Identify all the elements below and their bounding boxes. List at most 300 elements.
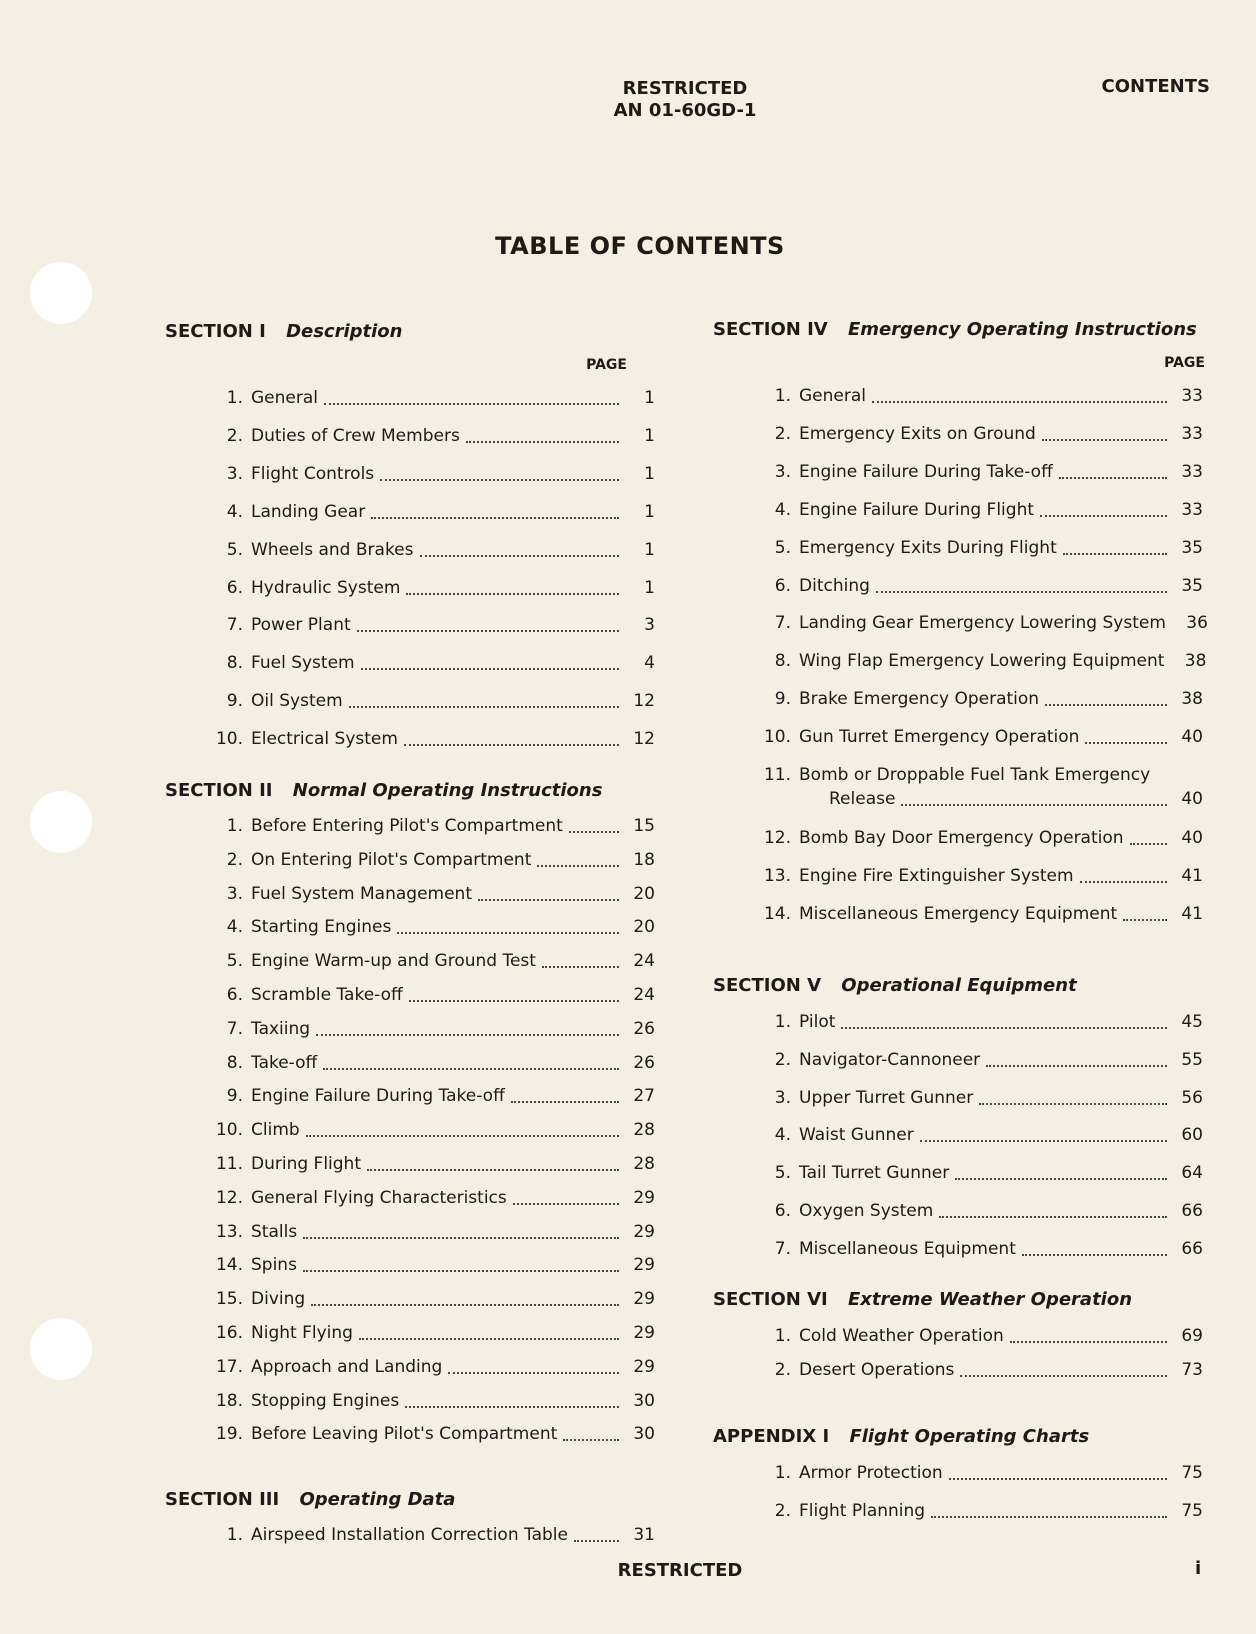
dot-leader	[574, 1528, 619, 1542]
entry-title: Flight Planning	[799, 1501, 926, 1521]
entry-title: Armor Protection	[799, 1463, 943, 1483]
section-title: Operational Equipment	[841, 975, 1077, 996]
entry-number: 13.	[763, 865, 791, 886]
toc-entry	[165, 848, 655, 872]
entry-title: Cold Weather Operation	[799, 1326, 1004, 1346]
toc-entry	[713, 1237, 1203, 1261]
entry-page-number: 29	[633, 1356, 655, 1377]
entry-number: 6.	[774, 1201, 791, 1221]
dot-leader	[1080, 869, 1167, 883]
entry-page-number: 33	[1181, 386, 1203, 406]
dot-leader	[569, 819, 619, 833]
section-title: Emergency Operating Instructions	[848, 319, 1197, 340]
section-number: SECTION V	[713, 975, 822, 996]
entry-title: Fuel System Management	[251, 883, 472, 904]
document-number: AN 01-60GD-1	[613, 100, 757, 121]
toc-entry	[713, 1324, 1203, 1348]
entry-number: 3.	[774, 1087, 791, 1108]
entry-title: Stalls	[251, 1221, 298, 1242]
entry-page-number: 18	[633, 849, 655, 870]
dot-leader	[357, 618, 619, 632]
page-column-header: PAGE	[586, 357, 627, 373]
toc-entry	[713, 864, 1203, 888]
dot-leader	[397, 920, 619, 934]
entry-title: Engine Failure During Flight	[799, 499, 1035, 520]
dot-leader	[1045, 692, 1167, 706]
dot-leader	[841, 1015, 1167, 1029]
entry-number: 14.	[763, 903, 791, 924]
entry-title: Wing Flap Emergency Lowering Equipment	[799, 651, 1165, 672]
entry-title: Hydraulic System	[251, 577, 401, 598]
entry-page-number: 75	[1181, 1501, 1203, 1521]
entry-page-number: 1	[644, 463, 655, 484]
dot-leader	[361, 656, 619, 670]
entry-title: Tail Turret Gunner	[799, 1163, 950, 1184]
entry-number: 4.	[774, 1125, 791, 1146]
dot-leader	[1042, 427, 1167, 441]
toc-entry	[713, 498, 1203, 522]
entry-page-number: 1	[644, 501, 655, 522]
entry-page-number: 1	[644, 577, 655, 598]
entry-page-number: 60	[1181, 1125, 1203, 1146]
entry-page-number: 26	[633, 1052, 655, 1073]
toc-entry	[165, 1118, 655, 1142]
dot-leader	[371, 505, 619, 519]
section-number: SECTION I	[165, 321, 266, 342]
entry-title: Power Plant	[251, 615, 351, 636]
dot-leader	[542, 954, 619, 968]
entry-page-number: 30	[633, 1424, 655, 1445]
entry-number: 8.	[226, 653, 243, 674]
toc-entry	[713, 687, 1203, 711]
toc-entry	[713, 1086, 1203, 1110]
toc-entry	[165, 576, 655, 600]
punch-hole-bottom	[30, 1318, 92, 1380]
entry-page-number: 3	[644, 615, 655, 636]
dot-leader	[876, 579, 1167, 593]
toc-entry	[713, 1048, 1203, 1072]
entry-number: 1.	[226, 816, 243, 836]
dot-leader	[380, 467, 619, 481]
entry-number: 7.	[226, 1018, 243, 1039]
entry-number: 7.	[226, 615, 243, 636]
toc-entry	[165, 500, 655, 524]
toc-entry	[165, 1220, 655, 1244]
dot-leader	[931, 1504, 1167, 1518]
entry-title: Engine Warm-up and Ground Test	[251, 951, 536, 972]
entry-page-number: 28	[633, 1120, 655, 1141]
entry-number: 6.	[226, 577, 243, 598]
toc-entry	[713, 611, 1208, 635]
toc-entry	[165, 915, 655, 939]
dot-leader	[1085, 730, 1167, 744]
entry-title: Starting Engines	[251, 917, 392, 938]
entry-title: Wheels and Brakes	[251, 539, 414, 560]
toc-entry	[165, 538, 655, 562]
toc-entry	[713, 902, 1203, 926]
entry-title: Brake Emergency Operation	[799, 689, 1040, 710]
appendix-heading-i	[713, 1425, 1203, 1449]
entry-title: Engine Fire Extinguisher System	[799, 865, 1074, 886]
section-number: APPENDIX I	[713, 1426, 830, 1447]
entry-page-number: 1	[644, 425, 655, 446]
entry-title: Bomb or Droppable Fuel Tank Emergency	[799, 765, 1151, 785]
entry-title: General	[799, 386, 866, 406]
dot-leader	[478, 887, 619, 901]
entry-page-number: 29	[633, 1255, 655, 1276]
entry-number: 7.	[774, 613, 791, 634]
entry-number: 2.	[774, 1049, 791, 1070]
entry-number: 1.	[226, 388, 243, 408]
entry-number: 19.	[215, 1424, 243, 1445]
entry-page-number: 38	[1181, 689, 1203, 710]
entry-number: 18.	[215, 1390, 243, 1411]
entry-page-number: 41	[1181, 903, 1203, 924]
entry-page-number: 12	[633, 729, 655, 750]
entry-page-number: 29	[633, 1187, 655, 1208]
dot-leader	[316, 1022, 619, 1036]
toc-entry	[165, 689, 655, 713]
entry-page-number: 26	[633, 1018, 655, 1039]
dot-leader	[303, 1258, 619, 1272]
dot-leader	[901, 792, 1167, 806]
toc-entry	[713, 649, 1207, 673]
toc-entry	[713, 574, 1203, 598]
entry-title: Waist Gunner	[799, 1125, 914, 1146]
entry-title: Electrical System	[251, 729, 398, 750]
dot-leader	[306, 1123, 619, 1137]
entry-title: Before Entering Pilot's Compartment	[251, 816, 563, 836]
entry-title: Navigator-Cannoneer	[799, 1049, 981, 1070]
dot-leader	[303, 1225, 619, 1239]
dot-leader	[1063, 541, 1167, 555]
entry-page-number: 29	[633, 1323, 655, 1343]
entry-number: 2.	[774, 1359, 791, 1380]
entry-number: 6.	[774, 575, 791, 596]
section-heading-v	[713, 974, 1203, 998]
toc-entry	[165, 727, 655, 751]
entry-number: 9.	[226, 1086, 243, 1107]
toc-entry	[165, 386, 655, 410]
entry-page-number: 69	[1181, 1326, 1203, 1346]
section-heading-i	[165, 320, 655, 344]
entry-number: 10.	[763, 727, 791, 748]
section-heading-iv	[713, 318, 1203, 342]
entry-number: 3.	[774, 461, 791, 482]
entry-page-number: 35	[1181, 575, 1203, 596]
toc-entry	[713, 1499, 1203, 1523]
entry-number: 15.	[215, 1289, 243, 1310]
entry-number: 13.	[215, 1221, 243, 1242]
section-heading-vi	[713, 1288, 1203, 1312]
entry-number: 2.	[774, 1501, 791, 1521]
entry-number: 9.	[226, 691, 243, 712]
entry-title: Duties of Crew Members	[251, 425, 460, 446]
section-number: SECTION III	[165, 1489, 280, 1510]
dot-leader	[448, 1360, 619, 1374]
entry-title: Taxiing	[251, 1018, 311, 1039]
toc-entry	[165, 613, 655, 637]
section-title: Description	[286, 321, 403, 342]
entry-number: 1.	[226, 1525, 243, 1545]
toc-entry	[165, 1051, 655, 1075]
section-title: Extreme Weather Operation	[848, 1289, 1133, 1310]
entry-number: 7.	[774, 1238, 791, 1259]
dot-leader	[324, 391, 619, 405]
toc-entry	[165, 1523, 655, 1547]
dot-leader	[513, 1191, 619, 1205]
dot-leader	[420, 543, 620, 557]
entry-number: 8.	[226, 1052, 243, 1073]
entry-page-number: 30	[633, 1390, 655, 1411]
entry-page-number: 20	[633, 883, 655, 904]
entry-number: 1.	[774, 1012, 791, 1032]
toc-entry	[165, 949, 655, 973]
entry-title: Climb	[251, 1120, 300, 1141]
dot-leader	[1040, 503, 1167, 517]
entry-title: Emergency Exits on Ground	[799, 423, 1036, 444]
entry-title: Upper Turret Gunner	[799, 1087, 974, 1108]
entry-title: Before Leaving Pilot's Compartment	[251, 1424, 558, 1445]
dot-leader	[872, 389, 1167, 403]
entry-title: Gun Turret Emergency Operation	[799, 727, 1080, 748]
entry-page-number: 1	[644, 539, 655, 560]
toc-entry	[713, 763, 1203, 811]
entry-page-number: 66	[1181, 1201, 1203, 1221]
entry-title: Flight Controls	[251, 463, 375, 484]
entry-title: Landing Gear Emergency Lowering System	[799, 613, 1166, 634]
toc-entry	[165, 1253, 655, 1277]
entry-title: Scramble Take-off	[251, 985, 403, 1005]
section-heading-ii	[165, 779, 655, 803]
running-header	[560, 78, 810, 122]
entry-title: Engine Failure During Take-off	[251, 1086, 505, 1107]
dot-leader	[939, 1204, 1167, 1218]
entry-number: 1.	[774, 1463, 791, 1483]
entry-page-number: 29	[633, 1221, 655, 1242]
entry-page-number: 33	[1181, 461, 1203, 482]
entry-number: 12.	[215, 1187, 243, 1208]
dot-leader	[359, 1326, 619, 1340]
dot-leader	[311, 1292, 619, 1306]
toc-entry	[165, 1017, 655, 1041]
entry-page-number: 45	[1181, 1012, 1203, 1032]
punch-hole-middle	[30, 791, 92, 853]
entry-page-number: 33	[1181, 423, 1203, 444]
entry-title: Pilot	[799, 1012, 836, 1032]
toc-entry	[165, 983, 655, 1007]
entry-title: During Flight	[251, 1154, 362, 1174]
dot-leader	[367, 1157, 619, 1171]
entry-number: 5.	[226, 539, 243, 560]
dot-leader	[537, 853, 619, 867]
section-title: Operating Data	[299, 1489, 456, 1510]
dot-leader	[349, 694, 619, 708]
entry-page-number: 73	[1181, 1359, 1203, 1380]
entry-title: Stopping Engines	[251, 1390, 400, 1411]
entry-page-number: 36	[1186, 613, 1208, 634]
entry-number: 6.	[226, 985, 243, 1005]
entry-page-number: 28	[633, 1154, 655, 1174]
entry-number: 5.	[774, 537, 791, 558]
dot-leader	[960, 1363, 1167, 1377]
dot-leader	[323, 1056, 619, 1070]
entry-page-number: 40	[1181, 828, 1203, 848]
dot-leader	[1123, 907, 1167, 921]
toc-entry	[713, 1461, 1203, 1485]
entry-number: 5.	[226, 951, 243, 972]
toc-entry	[165, 1389, 655, 1413]
entry-page-number: 24	[633, 985, 655, 1005]
entry-number: 3.	[226, 463, 243, 484]
dot-leader	[949, 1466, 1167, 1480]
section-title: Flight Operating Charts	[849, 1426, 1090, 1447]
entry-title: Night Flying	[251, 1323, 353, 1343]
punch-hole-top	[30, 262, 92, 324]
entry-number: 3.	[226, 883, 243, 904]
entry-title: On Entering Pilot's Compartment	[251, 849, 532, 870]
dot-leader	[979, 1091, 1167, 1105]
toc-entry	[165, 651, 655, 675]
entry-page-number: 56	[1181, 1087, 1203, 1108]
toc-entry	[713, 460, 1203, 484]
dot-leader	[986, 1053, 1167, 1067]
toc-entry	[713, 826, 1203, 850]
toc-entry	[165, 1321, 655, 1345]
entry-title: Bomb Bay Door Emergency Operation	[799, 828, 1124, 848]
entry-title: General Flying Characteristics	[251, 1187, 507, 1208]
page-title: TABLE OF CONTENTS	[495, 232, 785, 260]
entry-number: 10.	[215, 729, 243, 750]
toc-entry	[713, 1010, 1203, 1034]
entry-page-number: 24	[633, 951, 655, 972]
entry-title: Miscellaneous Equipment	[799, 1238, 1016, 1259]
dot-leader	[1059, 465, 1167, 479]
toc-entry	[165, 1084, 655, 1108]
entry-page-number: 12	[633, 691, 655, 712]
entry-title: Airspeed Installation Correction Table	[251, 1525, 568, 1545]
entry-page-number: 38	[1184, 651, 1207, 672]
entry-number: 12.	[763, 828, 791, 848]
section-number: SECTION IV	[713, 319, 828, 340]
entry-title: Diving	[251, 1289, 306, 1310]
toc-entry	[165, 814, 655, 838]
toc-entry	[713, 725, 1203, 749]
entry-page-number: 31	[633, 1525, 655, 1545]
entry-page-number: 1	[644, 388, 655, 408]
entry-number: 9.	[774, 689, 791, 710]
toc-entry	[713, 1358, 1203, 1382]
entry-title: Fuel System	[251, 653, 355, 674]
entry-page-number: 29	[633, 1289, 655, 1310]
entry-number: 11.	[763, 765, 791, 785]
entry-title: Miscellaneous Emergency Equipment	[799, 903, 1118, 924]
entry-page-number: 33	[1181, 499, 1203, 520]
section-heading-iii	[165, 1488, 655, 1512]
dot-leader	[563, 1427, 619, 1441]
entry-page-number: 66	[1181, 1238, 1203, 1259]
toc-entry	[713, 1161, 1203, 1185]
section-number: SECTION II	[165, 780, 273, 801]
dot-leader	[1022, 1242, 1167, 1256]
entry-title: Ditching	[799, 575, 870, 596]
entry-number: 10.	[215, 1120, 243, 1141]
toc-entry	[713, 384, 1203, 408]
footer-classification: RESTRICTED	[617, 1560, 743, 1581]
entry-page-number: 64	[1181, 1163, 1203, 1184]
dot-leader	[511, 1089, 619, 1103]
entry-title: Take-off	[251, 1052, 318, 1073]
toc-entry	[713, 536, 1203, 560]
toc-entry	[165, 424, 655, 448]
toc-entry	[165, 462, 655, 486]
toc-entry	[713, 1123, 1203, 1147]
dot-leader	[405, 1394, 619, 1408]
toc-entry	[165, 1355, 655, 1379]
entry-title: Oxygen System	[799, 1201, 934, 1221]
entry-page-number: 41	[1181, 865, 1203, 886]
entry-title: Emergency Exits During Flight	[799, 537, 1057, 558]
entry-number: 4.	[774, 499, 791, 520]
section-label: CONTENTS	[1101, 76, 1210, 97]
entry-title: Landing Gear	[251, 501, 366, 522]
toc-entry	[713, 1199, 1203, 1223]
page-folio: i	[1195, 1558, 1202, 1579]
entry-title: Desert Operations	[799, 1359, 955, 1380]
entry-number: 4.	[226, 917, 243, 938]
entry-number: 4.	[226, 501, 243, 522]
entry-title: Approach and Landing	[251, 1356, 443, 1377]
dot-leader	[1010, 1329, 1167, 1343]
entry-page-number: 35	[1181, 537, 1203, 558]
entry-number: 2.	[774, 423, 791, 444]
entry-number: 1.	[774, 386, 791, 406]
entry-page-number: 55	[1181, 1049, 1203, 1070]
dot-leader	[1130, 831, 1167, 845]
entry-number: 8.	[774, 651, 791, 672]
toc-entry	[165, 1422, 655, 1446]
toc-entry	[713, 422, 1203, 446]
page-column-header: PAGE	[1164, 355, 1205, 371]
entry-page-number: 75	[1181, 1463, 1203, 1483]
entry-number: 14.	[215, 1255, 243, 1276]
dot-leader	[466, 429, 619, 443]
toc-entry	[165, 1152, 655, 1176]
entry-title: General	[251, 388, 318, 408]
dot-leader	[920, 1128, 1167, 1142]
entry-number: 11.	[215, 1154, 243, 1174]
toc-entry	[165, 1287, 655, 1311]
entry-title-continued: Release	[829, 789, 896, 809]
entry-number: 1.	[774, 1326, 791, 1346]
entry-page-number: 40	[1181, 789, 1203, 809]
entry-title: Engine Failure During Take-off	[799, 461, 1053, 482]
entry-page-number: 20	[633, 917, 655, 938]
dot-leader	[409, 988, 619, 1002]
toc-entry	[165, 1186, 655, 1210]
entry-number: 2.	[226, 849, 243, 870]
entry-number: 17.	[215, 1356, 243, 1377]
classification-marking: RESTRICTED	[622, 78, 748, 99]
dot-leader	[404, 732, 619, 746]
toc-entry	[165, 882, 655, 906]
entry-title: Spins	[251, 1255, 297, 1276]
dot-leader	[406, 581, 619, 595]
entry-page-number: 40	[1181, 727, 1203, 748]
entry-number: 2.	[226, 425, 243, 446]
dot-leader	[955, 1166, 1167, 1180]
entry-number: 5.	[774, 1163, 791, 1184]
